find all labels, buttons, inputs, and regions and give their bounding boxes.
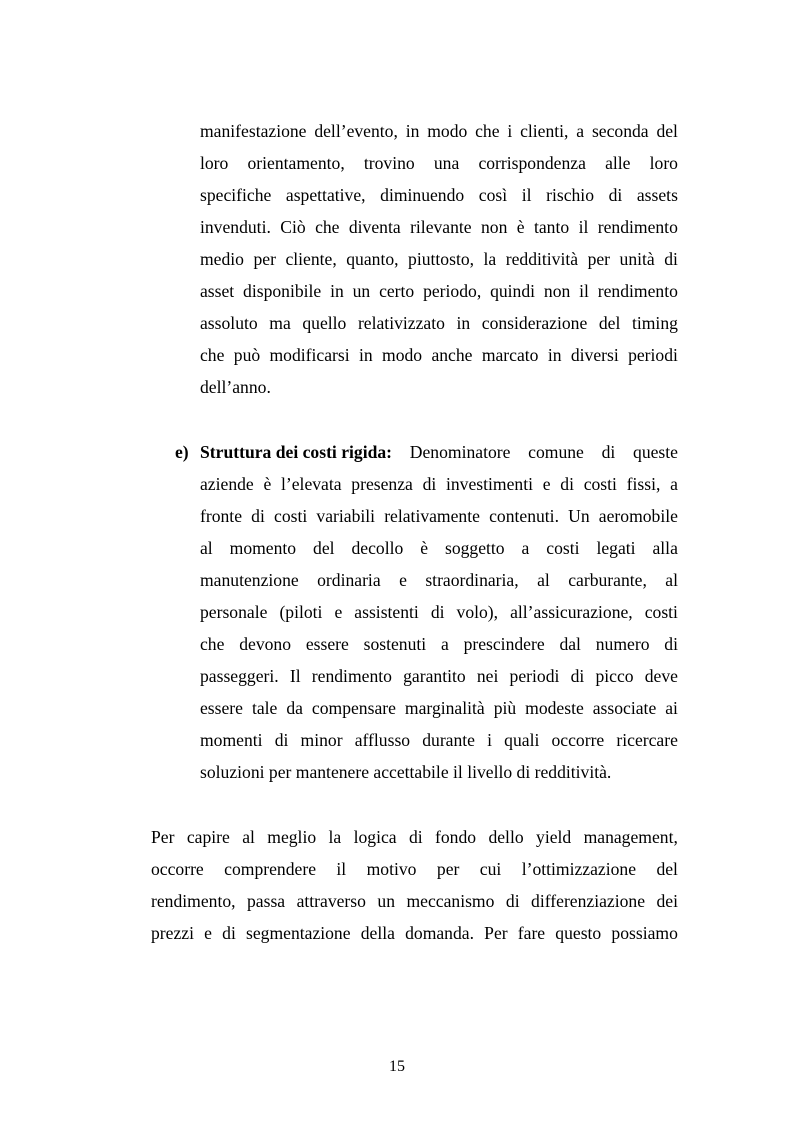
word: occorre bbox=[551, 730, 605, 750]
word: sostenuti bbox=[363, 634, 427, 654]
word: di bbox=[422, 474, 437, 494]
word: straordinaria, bbox=[425, 570, 519, 590]
word: picco bbox=[595, 666, 634, 686]
word: seconda bbox=[591, 121, 649, 141]
word: momento bbox=[229, 538, 297, 558]
word: considerazione bbox=[481, 313, 588, 333]
word: cui bbox=[479, 859, 502, 879]
word: contenuti. bbox=[489, 506, 559, 526]
word: essere bbox=[200, 698, 243, 718]
word: quali bbox=[504, 730, 540, 750]
word: comprendere bbox=[224, 859, 316, 879]
word: dell’anno. bbox=[200, 377, 271, 397]
word: in bbox=[547, 345, 562, 365]
word: anche bbox=[431, 345, 473, 365]
word: quanto, bbox=[346, 249, 399, 269]
word: durante bbox=[422, 730, 475, 750]
word: unità bbox=[619, 249, 655, 269]
word: afflusso bbox=[354, 730, 411, 750]
word: prescindere bbox=[463, 634, 545, 654]
word: di bbox=[608, 185, 623, 205]
word: loro bbox=[200, 153, 229, 173]
word: e bbox=[204, 923, 212, 943]
word: livello bbox=[467, 762, 513, 782]
word: passeggeri. bbox=[200, 666, 279, 686]
word: ordinaria bbox=[317, 570, 381, 590]
word: presenza bbox=[351, 474, 413, 494]
word: relativamente bbox=[384, 506, 480, 526]
word: ricercare bbox=[616, 730, 678, 750]
word: in bbox=[358, 345, 373, 365]
word: management, bbox=[583, 827, 678, 847]
word: orientamento, bbox=[247, 153, 345, 173]
word: momenti bbox=[200, 730, 263, 750]
word: marcato bbox=[481, 345, 539, 365]
word: al bbox=[242, 827, 255, 847]
word: rilevante bbox=[410, 217, 472, 237]
word: assoluto bbox=[200, 313, 258, 333]
text-line bbox=[200, 698, 678, 718]
word: non bbox=[543, 281, 571, 301]
word: assets bbox=[636, 185, 678, 205]
word: tale bbox=[251, 698, 278, 718]
word: variabili bbox=[316, 506, 376, 526]
word: associate bbox=[592, 698, 657, 718]
word: decollo bbox=[351, 538, 404, 558]
word: compensare bbox=[311, 698, 396, 718]
word: aziende bbox=[200, 474, 254, 494]
word: rendimento bbox=[311, 666, 392, 686]
list-marker: e) bbox=[175, 442, 189, 462]
word: rischio bbox=[546, 185, 594, 205]
word: meccanismo bbox=[406, 891, 495, 911]
word: un bbox=[352, 281, 371, 301]
word: costi bbox=[644, 602, 678, 622]
word: diminuendo bbox=[380, 185, 465, 205]
word: il bbox=[521, 185, 532, 205]
word: Il bbox=[289, 666, 301, 686]
word: rendimento bbox=[597, 217, 678, 237]
word: invenduti. bbox=[200, 217, 271, 237]
word: il bbox=[453, 762, 463, 782]
word: dei bbox=[656, 891, 678, 911]
word: redditività. bbox=[534, 762, 612, 782]
word: mantenere bbox=[295, 762, 370, 782]
word: del bbox=[598, 313, 621, 333]
item-first-line bbox=[200, 442, 678, 462]
word: di bbox=[664, 634, 678, 654]
word: da bbox=[286, 698, 303, 718]
word: periodo, bbox=[423, 281, 482, 301]
word: medio bbox=[200, 249, 244, 269]
word: modo bbox=[382, 345, 423, 365]
word: è bbox=[420, 538, 429, 558]
word: motivo bbox=[366, 859, 417, 879]
word: quello bbox=[302, 313, 347, 333]
text-line bbox=[200, 634, 678, 654]
text-line bbox=[200, 538, 678, 558]
word: marginalità bbox=[404, 698, 485, 718]
word: che bbox=[475, 121, 500, 141]
word: Per bbox=[151, 827, 175, 847]
word: modeste bbox=[525, 698, 584, 718]
word: può bbox=[233, 345, 261, 365]
word: il bbox=[578, 217, 589, 237]
word: più bbox=[493, 698, 517, 718]
word: di bbox=[274, 730, 289, 750]
word: Denominatore bbox=[409, 442, 511, 462]
word: rendimento bbox=[597, 281, 678, 301]
text-line bbox=[200, 506, 678, 526]
word: la bbox=[328, 827, 342, 847]
word: che bbox=[315, 217, 340, 237]
word: del bbox=[656, 121, 678, 141]
word: al bbox=[200, 538, 213, 558]
word: il bbox=[336, 859, 347, 879]
word: alla bbox=[652, 538, 678, 558]
word: di bbox=[601, 442, 616, 462]
word: aeromobile bbox=[598, 506, 678, 526]
word: segmentazione bbox=[246, 923, 351, 943]
word: piuttosto, bbox=[408, 249, 475, 269]
word: minor bbox=[300, 730, 343, 750]
word: al bbox=[665, 570, 678, 590]
text-line bbox=[200, 377, 678, 397]
text-line bbox=[151, 923, 678, 943]
word: asset bbox=[200, 281, 235, 301]
word: in bbox=[405, 121, 420, 141]
word: certo bbox=[379, 281, 415, 301]
word: fronte bbox=[200, 506, 243, 526]
word: di bbox=[222, 923, 236, 943]
word: comune bbox=[528, 442, 584, 462]
word: all’assicurazione, bbox=[510, 602, 633, 622]
word: devono bbox=[239, 634, 292, 654]
word: per bbox=[587, 249, 611, 269]
word: costi bbox=[583, 474, 617, 494]
text-line bbox=[151, 827, 678, 847]
word: del bbox=[656, 859, 678, 879]
word: costi bbox=[546, 538, 580, 558]
word: la bbox=[483, 249, 497, 269]
word: (piloti bbox=[279, 602, 323, 622]
word: Un bbox=[568, 506, 590, 526]
word: aspettative, bbox=[285, 185, 366, 205]
word: legati bbox=[596, 538, 636, 558]
text-line bbox=[200, 666, 678, 686]
word: trovino bbox=[363, 153, 415, 173]
word: diventa bbox=[348, 217, 401, 237]
word: l’elevata bbox=[281, 474, 342, 494]
word: ma bbox=[269, 313, 291, 333]
word: di bbox=[560, 474, 574, 494]
word: a bbox=[670, 474, 678, 494]
word: questo bbox=[555, 923, 602, 943]
word: specifiche bbox=[200, 185, 272, 205]
word: meglio bbox=[267, 827, 317, 847]
word: cliente, bbox=[285, 249, 337, 269]
word: dell’evento, bbox=[314, 121, 398, 141]
word: personale bbox=[200, 602, 268, 622]
text-line bbox=[200, 249, 678, 269]
text-line bbox=[200, 345, 678, 365]
word: tanto bbox=[533, 217, 570, 237]
word: relativizzato bbox=[357, 313, 445, 333]
word: timing bbox=[631, 313, 678, 333]
text-line bbox=[200, 730, 678, 750]
word: differenziazione bbox=[531, 891, 646, 911]
word: investimenti bbox=[446, 474, 533, 494]
text-line bbox=[200, 185, 678, 205]
word: volo), bbox=[456, 602, 499, 622]
word: manifestazione bbox=[200, 121, 307, 141]
word: corrispondenza bbox=[478, 153, 586, 173]
word: occorre bbox=[151, 859, 204, 879]
word: così bbox=[478, 185, 508, 205]
word: che bbox=[200, 634, 225, 654]
word: queste bbox=[633, 442, 678, 462]
word: Ciò bbox=[280, 217, 306, 237]
word: di bbox=[516, 762, 531, 782]
text-line bbox=[200, 313, 678, 333]
word: essere bbox=[305, 634, 349, 654]
word: diversi bbox=[570, 345, 619, 365]
word: fondo bbox=[435, 827, 477, 847]
word: quindi bbox=[490, 281, 536, 301]
word: accettabile bbox=[373, 762, 449, 782]
word: Per bbox=[484, 923, 508, 943]
word: garantito bbox=[403, 666, 466, 686]
word: attraverso bbox=[296, 891, 366, 911]
word: logica bbox=[353, 827, 397, 847]
word: carburante, bbox=[568, 570, 647, 590]
word: di bbox=[408, 827, 423, 847]
word: in bbox=[330, 281, 344, 301]
text-line bbox=[200, 474, 678, 494]
word: non bbox=[481, 217, 508, 237]
word: della bbox=[360, 923, 395, 943]
word: è bbox=[263, 474, 272, 494]
text-line bbox=[200, 281, 678, 301]
text-line bbox=[151, 859, 678, 879]
word: rendimento, bbox=[151, 891, 236, 911]
text-line bbox=[200, 570, 678, 590]
word: manutenzione bbox=[200, 570, 299, 590]
word: ai bbox=[665, 698, 678, 718]
page-number: 15 bbox=[389, 1058, 405, 1075]
word: una bbox=[433, 153, 460, 173]
word: è bbox=[516, 217, 525, 237]
word: che bbox=[200, 345, 225, 365]
word: a bbox=[576, 121, 585, 141]
word: di bbox=[664, 249, 678, 269]
word: i bbox=[487, 730, 493, 750]
word: al bbox=[537, 570, 550, 590]
word: costi bbox=[274, 506, 308, 526]
text-line bbox=[200, 153, 678, 173]
word: per bbox=[436, 859, 460, 879]
word: modificarsi bbox=[269, 345, 350, 365]
item-heading: Struttura dei costi rigida: bbox=[200, 442, 393, 462]
word: clienti, bbox=[520, 121, 569, 141]
word: numero bbox=[595, 634, 650, 654]
text-line bbox=[200, 762, 678, 782]
word: soluzioni bbox=[200, 762, 265, 782]
word: possiamo bbox=[611, 923, 678, 943]
word: prezzi bbox=[151, 923, 194, 943]
word: redditività bbox=[505, 249, 579, 269]
word: capire bbox=[186, 827, 230, 847]
word: del bbox=[313, 538, 335, 558]
word: loro bbox=[649, 153, 678, 173]
word: di bbox=[570, 666, 585, 686]
word: di bbox=[251, 506, 265, 526]
word: modo bbox=[427, 121, 468, 141]
word: fare bbox=[517, 923, 546, 943]
word: yield bbox=[536, 827, 572, 847]
word: e bbox=[334, 602, 343, 622]
word: periodi bbox=[509, 666, 560, 686]
word: dal bbox=[559, 634, 581, 654]
word: per bbox=[268, 762, 292, 782]
text-line bbox=[200, 217, 678, 237]
word: a bbox=[521, 538, 530, 558]
word: fissi, bbox=[626, 474, 661, 494]
word: l’ottimizzazione bbox=[521, 859, 637, 879]
word: nei bbox=[476, 666, 499, 686]
word: disponibile bbox=[243, 281, 322, 301]
word: di bbox=[430, 602, 445, 622]
word: a bbox=[440, 634, 449, 654]
text-line bbox=[200, 602, 678, 622]
word: passa bbox=[247, 891, 286, 911]
word: periodi bbox=[628, 345, 678, 365]
word: per bbox=[253, 249, 276, 269]
word: in bbox=[456, 313, 471, 333]
word: deve bbox=[644, 666, 678, 686]
word: e bbox=[399, 570, 407, 590]
word: soggetto bbox=[444, 538, 505, 558]
word: di bbox=[505, 891, 520, 911]
word: assistenti bbox=[354, 602, 419, 622]
word: alle bbox=[605, 153, 631, 173]
word: un bbox=[377, 891, 396, 911]
word: e bbox=[542, 474, 551, 494]
word: domanda. bbox=[405, 923, 474, 943]
word: il bbox=[579, 281, 589, 301]
text-line bbox=[200, 121, 678, 141]
word: dello bbox=[488, 827, 524, 847]
word: i bbox=[507, 121, 513, 141]
text-line bbox=[151, 891, 678, 911]
